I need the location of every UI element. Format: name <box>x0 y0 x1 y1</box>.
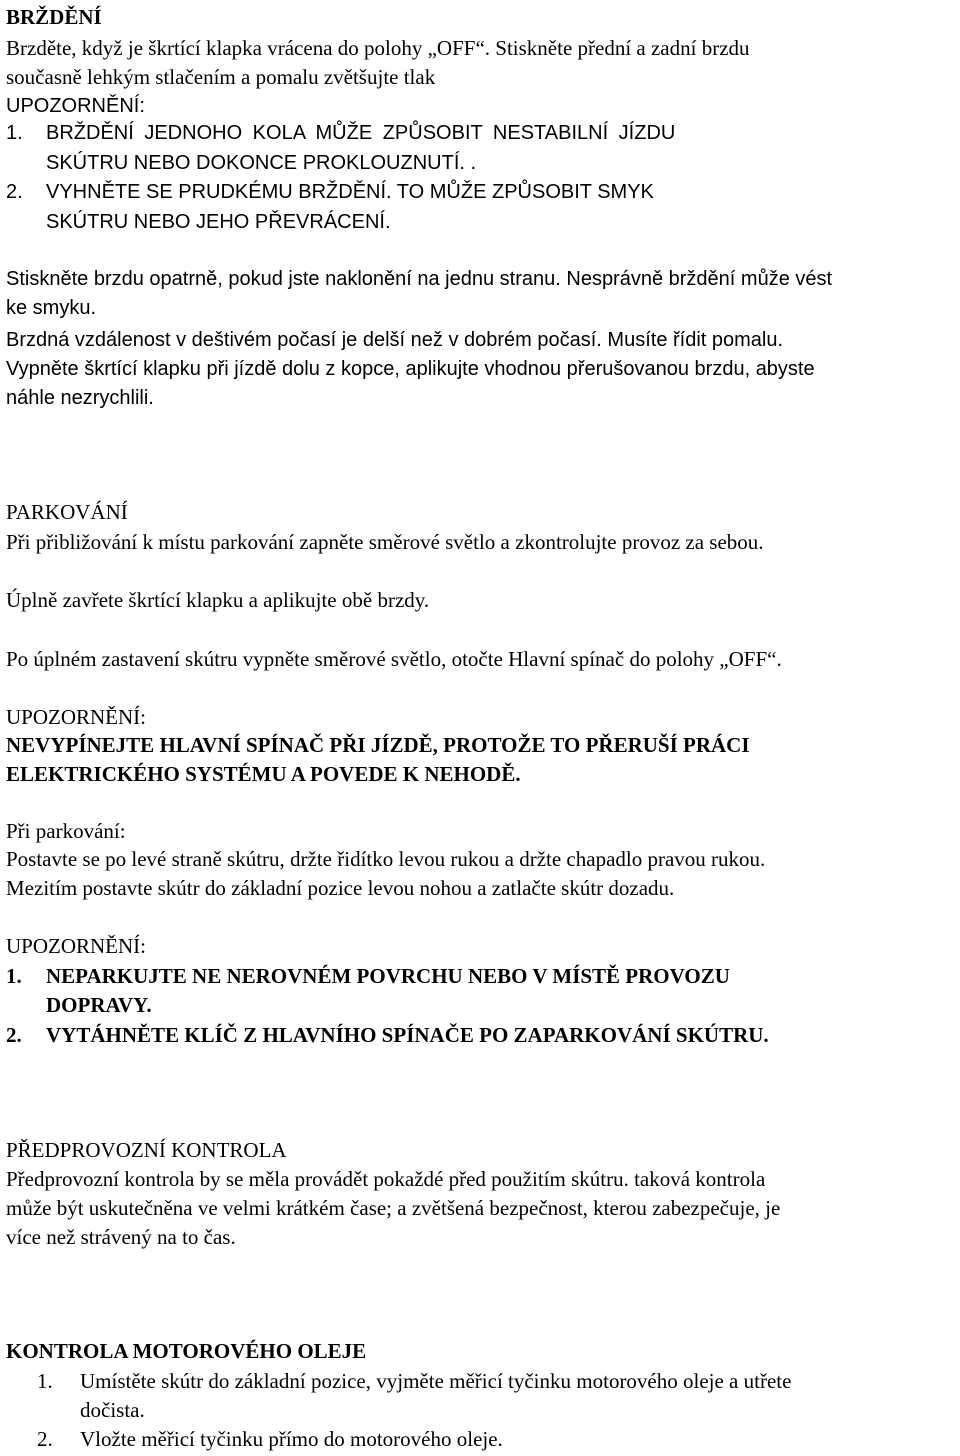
precheck-text-line: může být uskutečněna ve velmi krátkém čase; a zvětšená bezpečnost, kterou zabezpečuje, je <box>6 1196 781 1220</box>
warning-text: BRŽDĚNÍ JEDNOHO KOLA MŮŽE ZPŮSOBIT NESTABILNÍ JÍZDU <box>46 122 676 144</box>
list-number: 2. <box>37 1427 53 1451</box>
step-text: Umístěte skútr do základní pozice, vyjměte měřicí tyčinku motorového oleje a utřete <box>80 1369 792 1393</box>
warning-text: SKÚTRU NEBO DOKONCE PROKLOUZNUTÍ. . <box>46 152 477 174</box>
parking-warning-text: ELEKTRICKÉHO SYSTÉMU A POVEDE K NEHODĚ. <box>6 762 521 786</box>
braking-heading: BRŽDĚNÍ <box>6 5 102 29</box>
warning-text: DOPRAVY. <box>46 993 152 1017</box>
warning-text: SKÚTRU NEBO JEHO PŘEVRÁCENÍ. <box>46 211 391 233</box>
warning-text: VYHNĚTE SE PRUDKÉMU BRŽDĚNÍ. TO MŮŽE ZPŮSOBIT SMYK <box>46 181 654 203</box>
braking-warning-label: UPOZORNĚNÍ: <box>6 95 145 117</box>
braking-warning-item <box>6 119 956 185</box>
parking-text-line: Postavte se po levé straně skútru, držte řidítko levou rukou a držte chapadlo pravou rukou. <box>6 847 766 871</box>
warning-text: VYTÁHNĚTE KLÍČ Z HLAVNÍHO SPÍNAČE PO ZAPARKOVÁNÍ SKÚTRU. <box>46 1023 769 1047</box>
list-number: 1. <box>6 122 23 144</box>
list-number: 2. <box>6 181 23 203</box>
parking-warning-label: UPOZORNĚNÍ: <box>6 934 146 958</box>
braking-text-line: ke smyku. <box>6 297 97 319</box>
oil-heading: KONTROLA MOTOROVÉHO OLEJE <box>6 1339 367 1363</box>
list-number: 2. <box>6 1023 22 1047</box>
parking-text-line: Mezitím postavte skútr do základní pozice levou nohou a zatlačte skútr dozadu. <box>6 876 675 900</box>
list-number: 1. <box>6 964 22 988</box>
step-text: dočista. <box>80 1398 145 1422</box>
oil-step <box>6 1367 956 1427</box>
oil-step <box>6 1425 956 1455</box>
braking-text-line: náhle nezrychlili. <box>6 387 154 409</box>
parking-text-line: Po úplném zastavení skútru vypněte směrové světlo, otočte Hlavní spínač do polohy „OFF“. <box>6 647 782 671</box>
parking-when-label: Při parkování: <box>6 819 126 843</box>
braking-text-line: Brzdná vzdálenost v deštivém počasí je delší než v dobrém počasí. Musíte řídit pomalu. <box>6 329 784 351</box>
braking-warning-item <box>6 178 956 244</box>
parking-warning-text: NEVYPÍNEJTE HLAVNÍ SPÍNAČ PŘI JÍZDĚ, PROTOŽE TO PŘERUŠÍ PRÁCI <box>6 733 750 757</box>
precheck-text-line: více než strávený na to čas. <box>6 1225 236 1249</box>
precheck-text-line: Předprovozní kontrola by se měla provádět pokaždé před použitím skútru. taková kontrola <box>6 1167 766 1191</box>
braking-text-line: současně lehkým stlačením a pomalu zvětšujte tlak <box>6 65 436 89</box>
parking-text-line: Při přibližování k místu parkování zapněte směrové světlo a zkontrolujte provoz za sebou. <box>6 530 764 554</box>
parking-warning-item <box>6 1021 956 1051</box>
braking-text-line: Vypněte škrtící klapku při jízdě dolu z kopce, aplikujte vhodnou přerušovanou brzdu, abyste <box>6 358 815 380</box>
parking-text-line: Úplně zavřete škrtící klapku a aplikujte obě brzdy. <box>6 588 430 612</box>
braking-text-line: Stiskněte brzdu opatrně, pokud jste naklonění na jednu stranu. Nesprávně brždění může vést <box>6 268 833 290</box>
parking-heading: PARKOVÁNÍ <box>6 500 128 524</box>
braking-text-line: Brzděte, když je škrtící klapka vrácena do polohy „OFF“. Stiskněte přední a zadní brzdu <box>6 36 750 60</box>
parking-warning-label: UPOZORNĚNÍ: <box>6 705 146 729</box>
parking-warning-item <box>6 962 956 1022</box>
step-text: Vložte měřicí tyčinku přímo do motorového oleje. <box>80 1427 503 1451</box>
precheck-heading: PŘEDPROVOZNÍ KONTROLA <box>6 1138 287 1162</box>
warning-text: NEPARKUJTE NE NEROVNÉM POVRCHU NEBO V MÍSTĚ PROVOZU <box>46 964 730 988</box>
list-number: 1. <box>37 1369 53 1393</box>
